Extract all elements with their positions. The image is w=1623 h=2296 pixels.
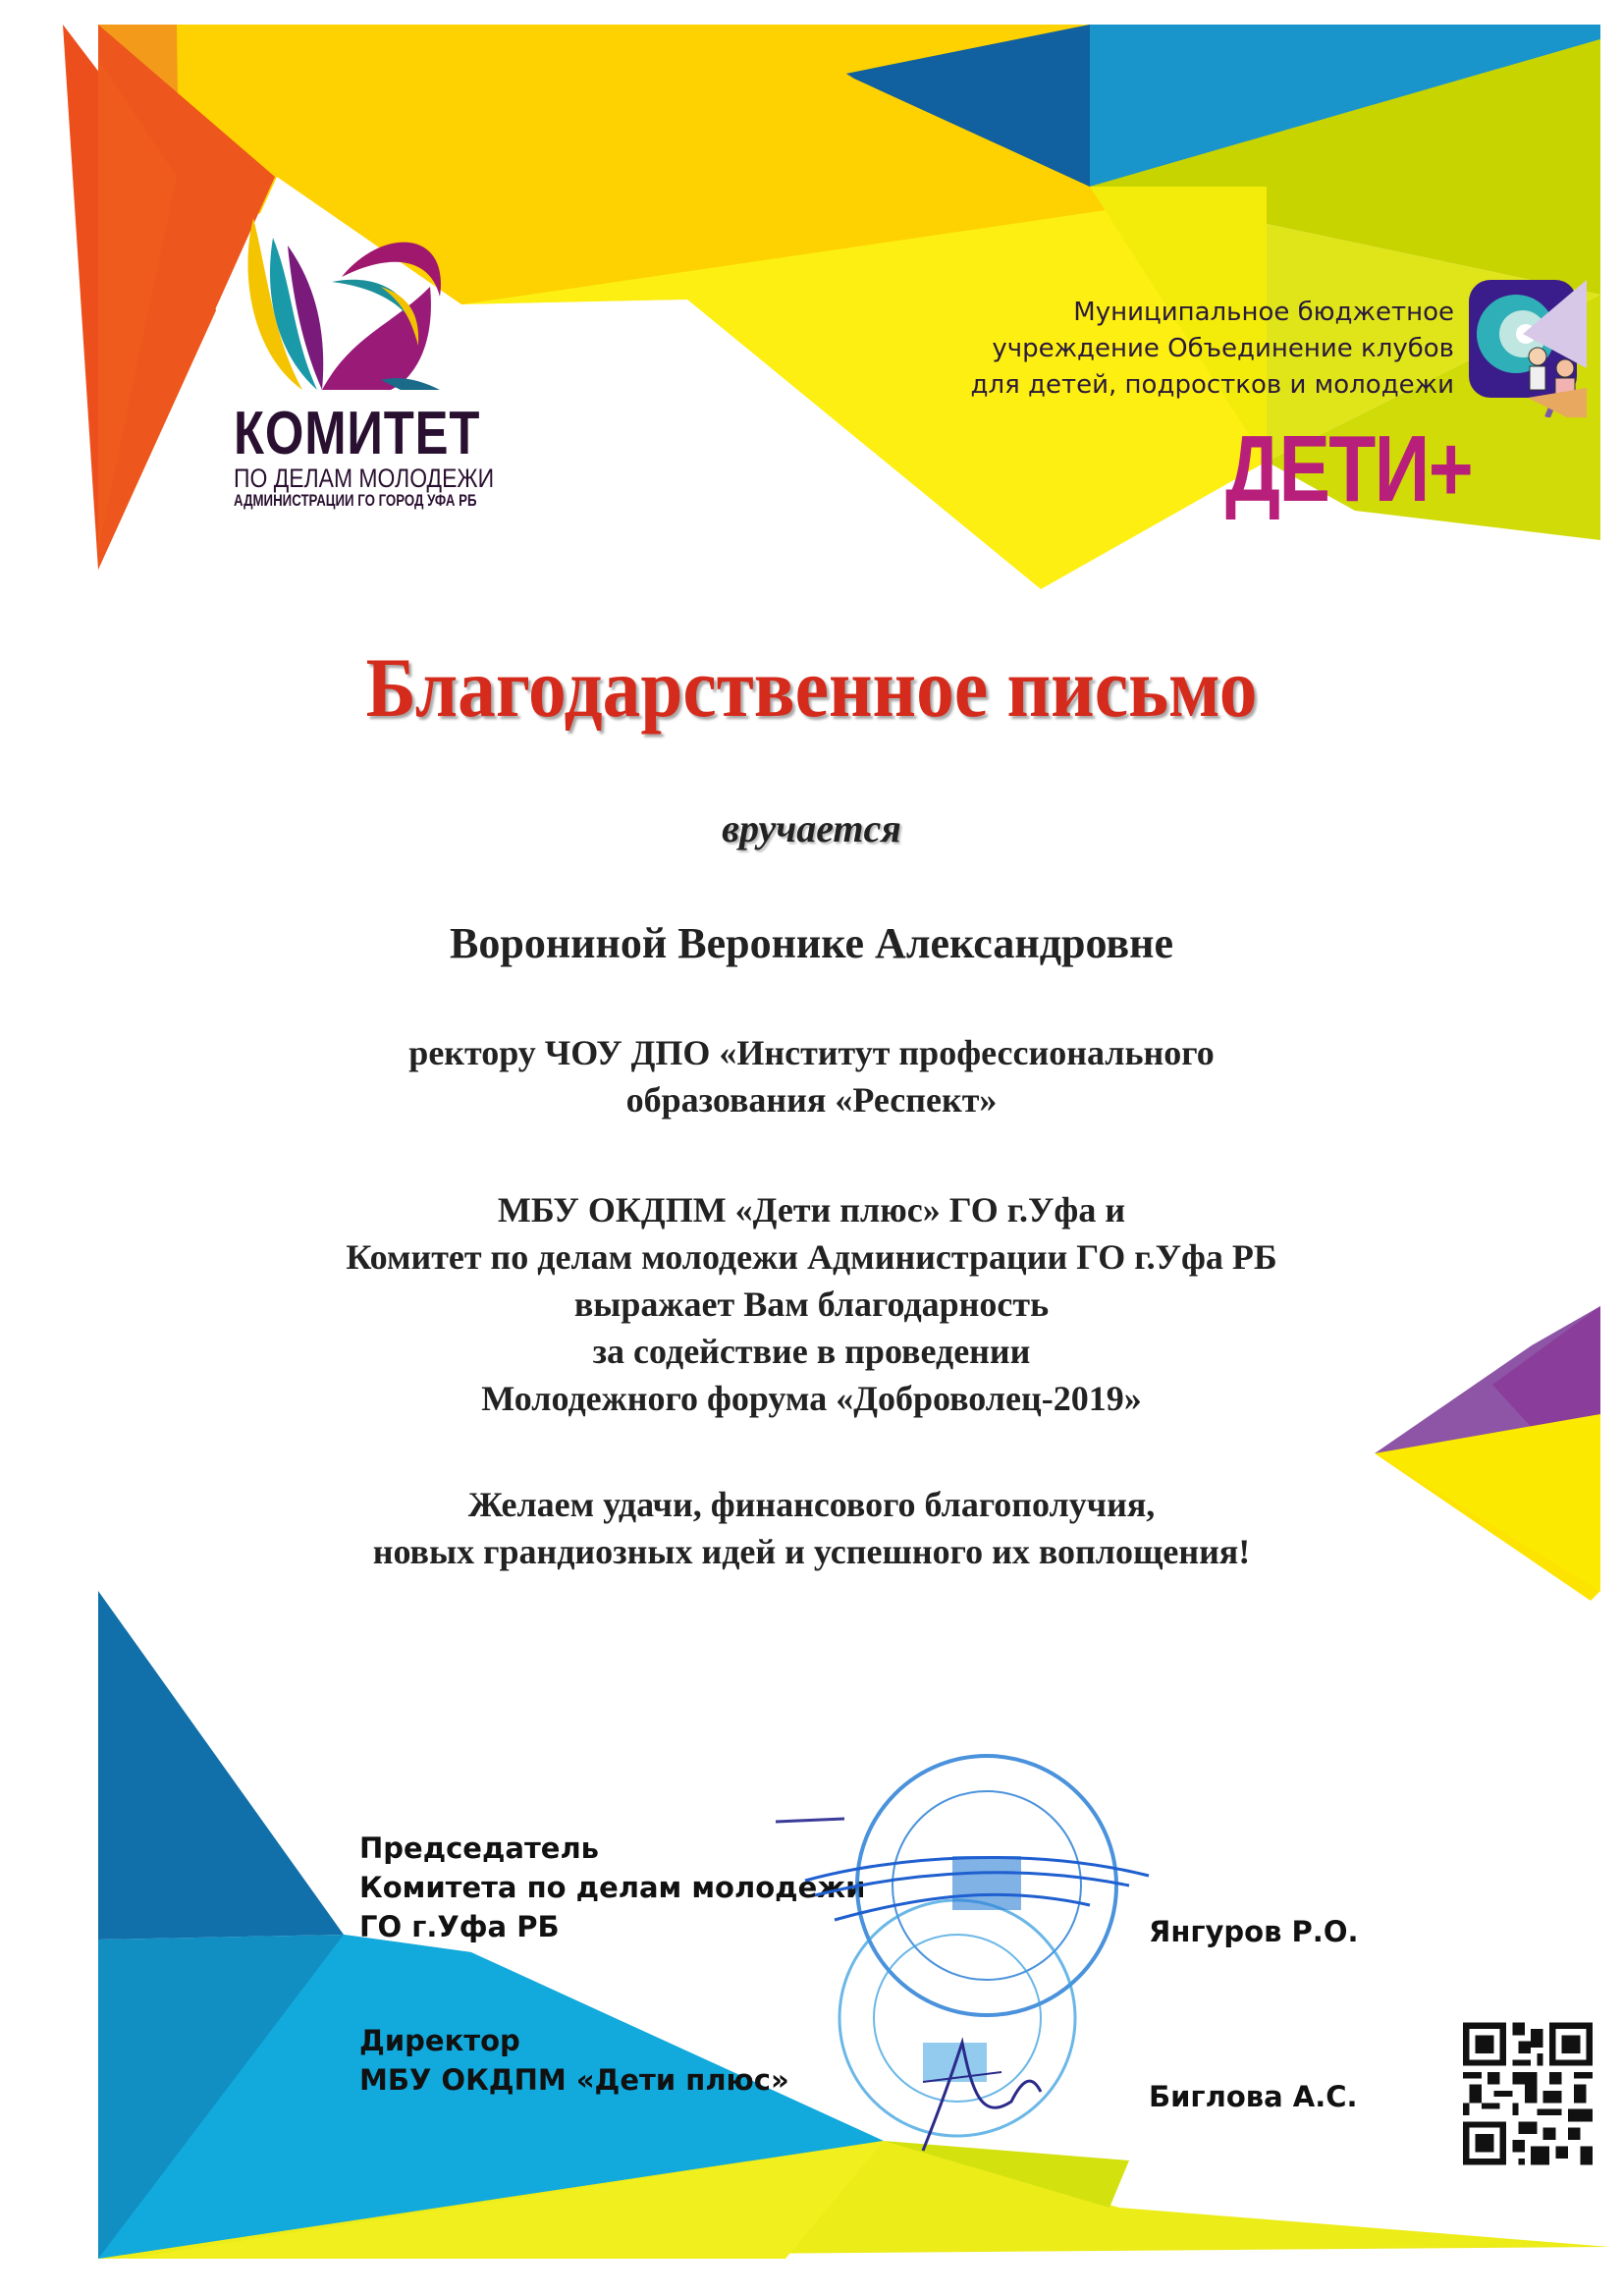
organization-name bbox=[971, 295, 1454, 404]
wishes-line: Желаем удачи, финансового благополучия, bbox=[467, 1485, 1156, 1524]
presented-label: вручается bbox=[722, 806, 901, 850]
deti-plus-brand: ДЕТИ+ bbox=[1225, 416, 1473, 521]
recipient-position bbox=[0, 1029, 1623, 1123]
gratitude-text bbox=[0, 1186, 1623, 1422]
document-title: Благодарственное письмо bbox=[365, 640, 1258, 735]
swan-emblem-icon bbox=[234, 218, 489, 395]
wishes-text bbox=[0, 1481, 1623, 1575]
wishes-line: новых грандиозных идей и успешного их воплощения! bbox=[372, 1532, 1251, 1571]
signatory-2-position bbox=[359, 2021, 789, 2100]
organization-line: для детей, подростков и молодежи bbox=[970, 370, 1454, 400]
signatory-2-name: Биглова А.С. bbox=[1149, 2080, 1358, 2113]
organization-line: Муниципальное бюджетное bbox=[1073, 298, 1454, 327]
committee-logo-title: КОМИТЕТ bbox=[234, 400, 481, 467]
organization-line: учреждение Объединение клубов bbox=[992, 334, 1454, 363]
gratitude-line: выражает Вам благодарность bbox=[573, 1285, 1050, 1324]
position-line: ректору ЧОУ ДПО «Институт профессионального bbox=[408, 1033, 1215, 1072]
signatory-position-line: Директор bbox=[359, 2024, 520, 2057]
position-line: образования «Респект» bbox=[625, 1080, 998, 1120]
gratitude-line: Комитет по делам молодежи Администрации ГО г.Уфа РБ bbox=[346, 1237, 1277, 1277]
official-stamp-icon bbox=[776, 1748, 1168, 2160]
recipient-name: Ворониной Веронике Александровне bbox=[450, 919, 1173, 967]
gratitude-line: за содействие в проведении bbox=[592, 1332, 1031, 1371]
committee-logo-line1: ПО ДЕЛАМ МОЛОДЕЖИ bbox=[234, 464, 495, 493]
signatory-position-line: ГО г.Уфа РБ bbox=[359, 1910, 560, 1943]
gratitude-line: Молодежного форума «Доброволец-2019» bbox=[481, 1379, 1142, 1418]
signatory-position-line: МБУ ОКДПМ «Дети плюс» bbox=[359, 2063, 789, 2097]
signatory-position-line: Комитета по делам молодежи bbox=[359, 1871, 866, 1904]
gratitude-line: МБУ ОКДПМ «Дети плюс» ГО г.Уфа и bbox=[497, 1190, 1126, 1230]
qr-code-icon bbox=[1463, 2021, 1593, 2166]
deti-plus-emblem-icon bbox=[1469, 280, 1587, 417]
committee-logo bbox=[234, 218, 518, 511]
committee-logo-line2: АДМИНИСТРАЦИИ ГО ГОРОД УФА РБ bbox=[234, 491, 477, 511]
signatory-position-line: Председатель bbox=[359, 1831, 600, 1865]
signatory-1-name: Янгуров Р.О. bbox=[1149, 1915, 1359, 1948]
